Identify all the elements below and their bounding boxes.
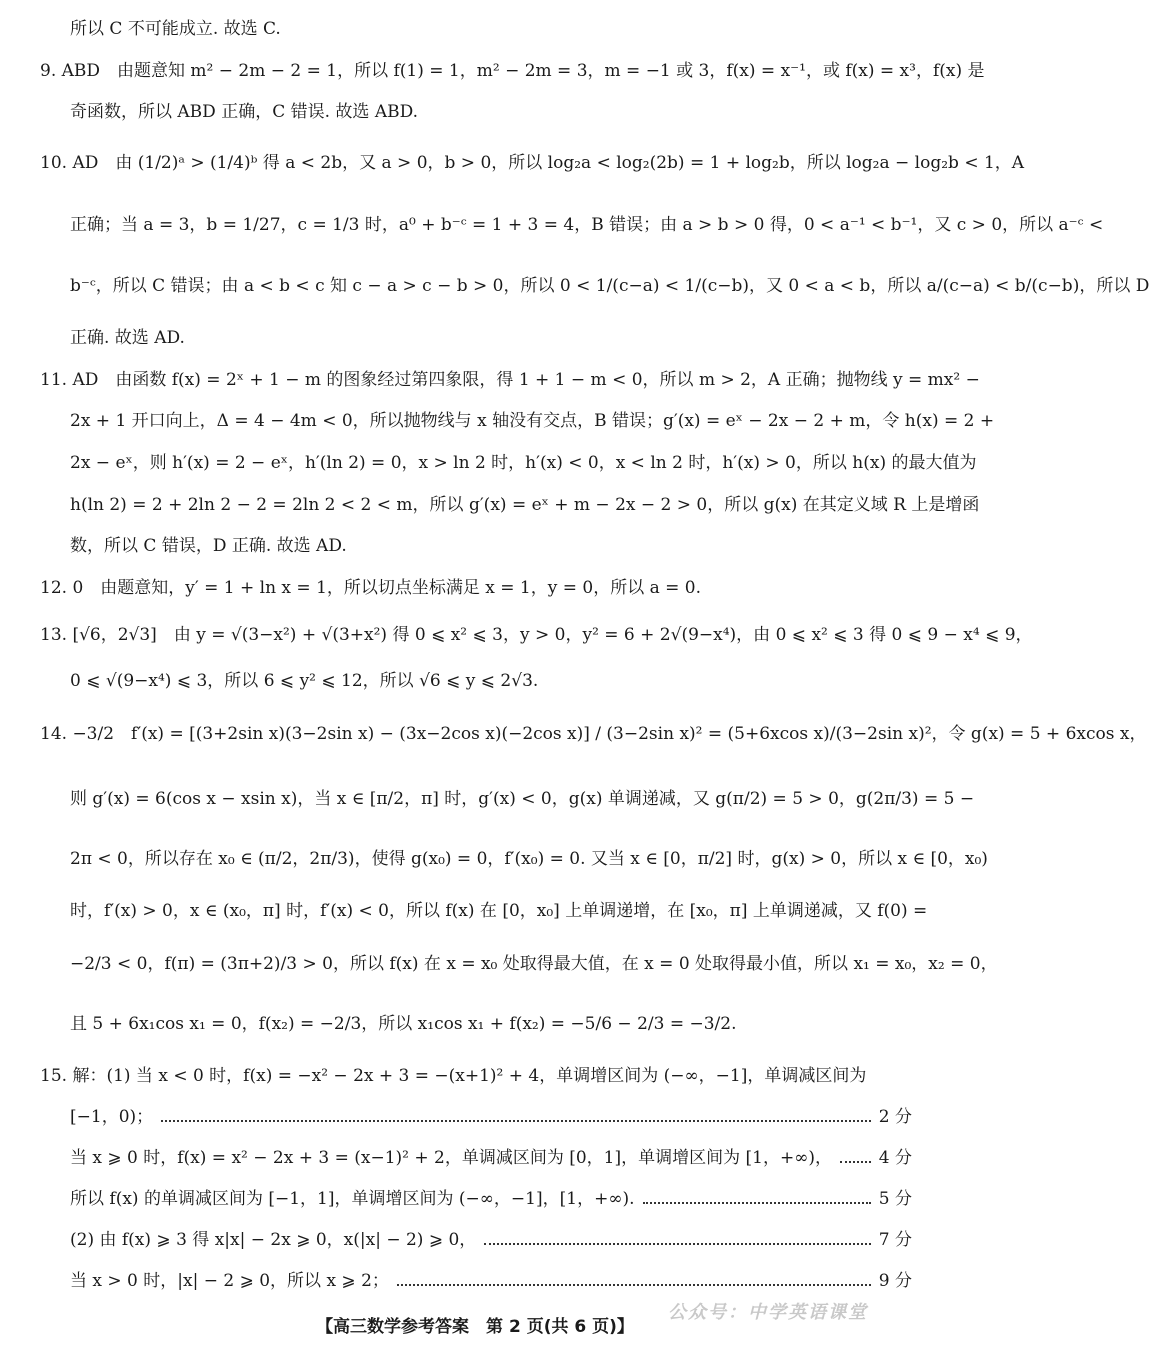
text-line: 正确. 故选 AD. xyxy=(70,328,185,348)
scored-line xyxy=(70,1227,912,1253)
watermark: 公众号：中学英语课堂 xyxy=(668,1302,868,1323)
scored-line-text: 所以 f(x) 的单调减区间为 [−1，1]，单调增区间为 (−∞，−1]，[1，+∞). xyxy=(70,1189,635,1209)
text-line: 14. −3/2 f′(x) = [(3+2sin x)(3−2sin x) − (3x−2cos x)(−2cos x)] / (3−2sin x)² = (5+6xcos x)/(3−2sin x)²，令 g(x) = 5 + 6xcos x， xyxy=(40,724,1147,744)
leader-dots xyxy=(840,1161,871,1163)
text-line: 9. ABD 由题意知 m² − 2m − 2 = 1，所以 f(1) = 1，m² − 2m = 3，m = −1 或 3，f(x) = x⁻¹，或 f(x) = x³，f(x) 是 xyxy=(40,61,985,81)
text-line: 11. AD 由函数 f(x) = 2ˣ + 1 − m 的图象经过第四象限，得 1 + 1 − m < 0，所以 m > 2，A 正确；抛物线 y = mx² − xyxy=(40,370,980,390)
leader-dots xyxy=(643,1202,871,1204)
text-line: 12. 0 由题意知，y′ = 1 + ln x = 1，所以切点坐标满足 x = 1，y = 0，所以 a = 0. xyxy=(40,578,702,598)
text-line: 奇函数，所以 ABD 正确，C 错误. 故选 ABD. xyxy=(70,102,419,122)
leader-dots xyxy=(161,1120,871,1122)
text-line: 且 5 + 6x₁cos x₁ = 0，f(x₂) = −2/3，所以 x₁cos x₁ + f(x₂) = −5/6 − 2/3 = −3/2. xyxy=(70,1014,737,1034)
text-line: 0 ⩽ √(9−x⁴) ⩽ 3，所以 6 ⩽ y² ⩽ 12，所以 √6 ⩽ y ⩽ 2√3. xyxy=(70,671,539,691)
score-label: 9 分 xyxy=(878,1271,912,1291)
score-label: 5 分 xyxy=(878,1189,912,1209)
scored-line xyxy=(70,1104,912,1130)
scored-line-text: [−1，0)； xyxy=(70,1107,154,1127)
text-line: b⁻ᶜ，所以 C 错误；由 a < b < c 知 c − a > c − b > 0，所以 0 < 1/(c−a) < 1/(c−b)，又 0 < a < b，所以 a/(c−a) < b/(c−b)，所以 D xyxy=(70,276,1149,296)
text-line: 2π < 0，所以存在 x₀ ∈ (π/2，2π/3)，使得 g(x₀) = 0，f′(x₀) = 0. 又当 x ∈ [0，π/2] 时，g(x) > 0，所以 x ∈ [0，x₀) xyxy=(70,849,988,869)
text-line: 则 g′(x) = 6(cos x − xsin x)，当 x ∈ [π/2，π] 时，g′(x) < 0，g(x) 单调递减，又 g(π/2) = 5 > 0，g(2π/3) = 5 − xyxy=(70,789,975,809)
text-line: 时，f′(x) > 0，x ∈ (x₀，π] 时，f′(x) < 0，所以 f(x) 在 [0，x₀] 上单调递增，在 [x₀，π] 上单调递减，又 f(0) = xyxy=(70,901,928,921)
text-line: h(ln 2) = 2 + 2ln 2 − 2 = 2ln 2 < 2 < m，所以 g′(x) = eˣ + m − 2x − 2 > 0，所以 g(x) 在其定义域 R 上是增函 xyxy=(70,495,980,515)
text-line: −2/3 < 0，f(π) = (3π+2)/3 > 0，所以 f(x) 在 x = x₀ 处取得最大值，在 x = 0 处取得最小值，所以 x₁ = x₀，x₂ = 0， xyxy=(70,954,998,974)
scored-line xyxy=(70,1268,912,1294)
page-footer: 【高三数学参考答案 第 2 页(共 6 页)】 xyxy=(316,1317,634,1337)
scored-line-text: 当 x ⩾ 0 时，f(x) = x² − 2x + 3 = (x−1)² + 2，单调减区间为 [0，1]，单调增区间为 [1，+∞)， xyxy=(70,1148,833,1168)
score-label: 7 分 xyxy=(878,1230,912,1250)
scored-line-text: 当 x > 0 时，|x| − 2 ⩾ 0，所以 x ⩾ 2； xyxy=(70,1271,389,1291)
text-line: 正确；当 a = 3，b = 1/27，c = 1/3 时，a⁰ + b⁻ᶜ = 1 + 3 = 4，B 错误；由 a > b > 0 得，0 < a⁻¹ < b⁻¹，又 c > 0，所以 a⁻ᶜ < xyxy=(70,215,1104,235)
text-line: 2x + 1 开口向上，Δ = 4 − 4m < 0，所以抛物线与 x 轴没有交点，B 错误；g′(x) = eˣ − 2x − 2 + m，令 h(x) = 2 + xyxy=(70,411,995,431)
scored-line-text: (2) 由 f(x) ⩾ 3 得 x|x| − 2x ⩾ 0，x(|x| − 2) ⩾ 0， xyxy=(70,1230,477,1250)
leader-dots xyxy=(484,1243,870,1245)
text-line: 13. [√6，2√3] 由 y = √(3−x²) + √(3+x²) 得 0 ⩽ x² ⩽ 3，y > 0，y² = 6 + 2√(9−x⁴)，由 0 ⩽ x² ⩽ 3 得 0 ⩽ 9 − x⁴ ⩽ 9， xyxy=(40,625,1033,645)
score-label: 2 分 xyxy=(878,1107,912,1127)
leader-dots xyxy=(397,1284,871,1286)
score-label: 4 分 xyxy=(878,1148,912,1168)
text-line: 2x − eˣ，则 h′(x) = 2 − eˣ，h′(ln 2) = 0，x > ln 2 时，h′(x) < 0，x < ln 2 时，h′(x) > 0，所以 h(x) 的最大值为 xyxy=(70,453,977,473)
text-line: 所以 C 不可能成立. 故选 C. xyxy=(70,19,281,39)
scored-line xyxy=(70,1186,912,1212)
text-line: 15. 解：(1) 当 x < 0 时，f(x) = −x² − 2x + 3 = −(x+1)² + 4，单调增区间为 (−∞，−1]，单调减区间为 xyxy=(40,1066,867,1086)
scored-line xyxy=(70,1145,912,1171)
text-line: 10. AD 由 (1/2)ᵃ > (1/4)ᵇ 得 a < 2b，又 a > 0，b > 0，所以 log₂a < log₂(2b) = 1 + log₂b，所以 log₂a − log₂b < 1，A xyxy=(40,153,1025,173)
text-line: 数，所以 C 错误，D 正确. 故选 AD. xyxy=(70,536,347,556)
